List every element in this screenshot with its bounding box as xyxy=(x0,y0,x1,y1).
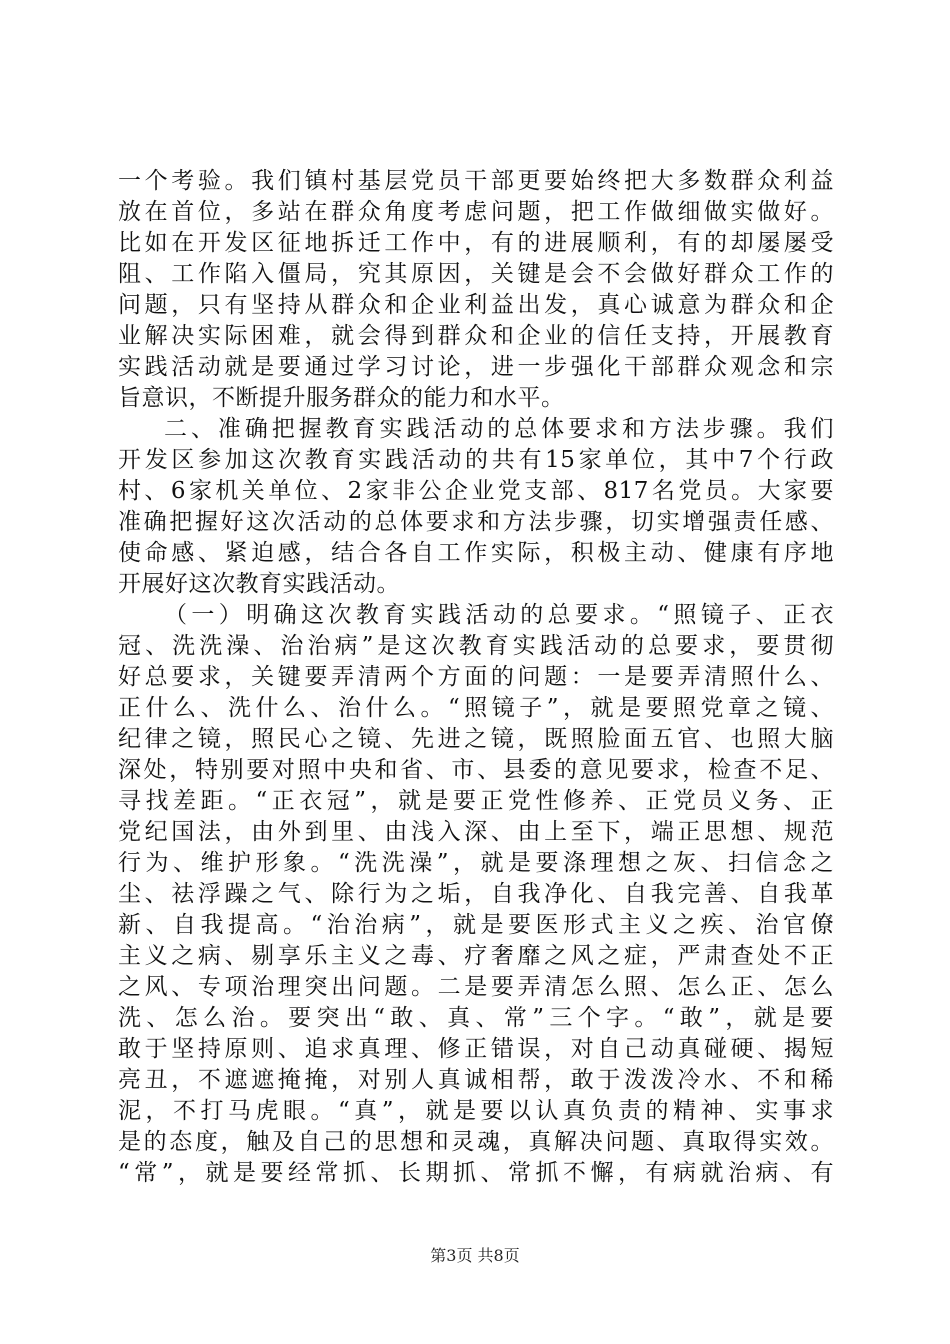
text-line: 实践活动就是要通过学习讨论，进一步强化干部群众观念和宗 xyxy=(118,354,834,380)
text-line: 准确把握好这次活动的总体要求和方法步骤，切实增强责任感、 xyxy=(118,509,834,535)
text-line: “常”，就是要经常抓、长期抓、常抓不懈，有病就治病、有 xyxy=(118,1160,834,1186)
text-line: 村、6家机关单位、2家非公企业党支部、817名党员。大家要 xyxy=(118,478,834,504)
text-line: 之风、专项治理突出问题。二是要弄清怎么照、怎么正、怎么 xyxy=(118,974,834,1000)
text-line: 正什么、洗什么、治什么。“照镜子”，就是要照党章之镜、 xyxy=(118,695,834,721)
text-line: 使命感、紧迫感，结合各自工作实际，积极主动、健康有序地 xyxy=(118,540,834,566)
text-line: 深处，特别要对照中央和省、市、县委的意见要求，检查不足、 xyxy=(118,757,834,783)
document-body xyxy=(118,166,834,1189)
text-line: （一）明确这次教育实践活动的总要求。“照镜子、正衣 xyxy=(164,602,834,628)
text-line: 比如在开发区征地拆迁工作中，有的进展顺利，有的却屡屡受 xyxy=(118,230,834,256)
text-line: 是的态度，触及自己的思想和灵魂，真解决问题、真取得实效。 xyxy=(118,1129,834,1155)
text-line: 寻找差距。“正衣冠”，就是要正党性修养、正党员义务、正 xyxy=(118,788,834,814)
text-line: 阻、工作陷入僵局，究其原因，关键是会不会做好群众工作的 xyxy=(118,261,834,287)
text-line: 党纪国法，由外到里、由浅入深、由上至下，端正思想、规范 xyxy=(118,819,834,845)
text-line: 泥，不打马虎眼。“真”，就是要以认真负责的精神、实事求 xyxy=(118,1098,834,1124)
text-line: 尘、祛浮躁之气、除行为之垢，自我净化、自我完善、自我革 xyxy=(118,881,834,907)
text-line: 新、自我提高。“治治病”，就是要医形式主义之疾、治官僚 xyxy=(118,912,834,938)
page-footer: 第3页 共8页 xyxy=(430,1246,520,1265)
text-line: 旨意识，不断提升服务群众的能力和水平。 xyxy=(118,385,565,411)
text-line: 放在首位，多站在群众角度考虑问题，把工作做细做实做好。 xyxy=(118,199,834,225)
text-line: 敢于坚持原则、追求真理、修正错误，对自己动真碰硬、揭短 xyxy=(118,1036,834,1062)
text-line: 洗、怎么治。要突出“敢、真、常”三个字。“敢”，就是要 xyxy=(118,1005,834,1031)
text-line: 冠、洗洗澡、治治病”是这次教育实践活动的总要求，要贯彻 xyxy=(118,633,834,659)
text-line: 行为、维护形象。“洗洗澡”，就是要涤理想之灰、扫信念之 xyxy=(118,850,834,876)
text-line: 纪律之镜，照民心之镜、先进之镜，既照脸面五官、也照大脑 xyxy=(118,726,834,752)
text-line: 一个考验。我们镇村基层党员干部更要始终把大多数群众利益 xyxy=(118,168,834,194)
text-line: 开展好这次教育实践活动。 xyxy=(118,571,400,597)
text-line: 主义之病、剔享乐主义之毒、疗奢靡之风之症，严肃查处不正 xyxy=(118,943,834,969)
text-line: 业解决实际困难，就会得到群众和企业的信任支持，开展教育 xyxy=(118,323,834,349)
text-line: 好总要求，关键要弄清两个方面的问题：一是要弄清照什么、 xyxy=(118,664,834,690)
text-line: 问题，只有坚持从群众和企业利益出发，真心诚意为群众和企 xyxy=(118,292,834,318)
text-line: 二、准确把握教育实践活动的总体要求和方法步骤。我们 xyxy=(164,416,834,442)
text-line: 开发区参加这次教育实践活动的共有15家单位，其中7个行政 xyxy=(118,447,834,473)
text-line: 亮丑，不遮遮掩掩，对别人真诚相帮，敢于泼泼冷水、不和稀 xyxy=(118,1067,834,1093)
